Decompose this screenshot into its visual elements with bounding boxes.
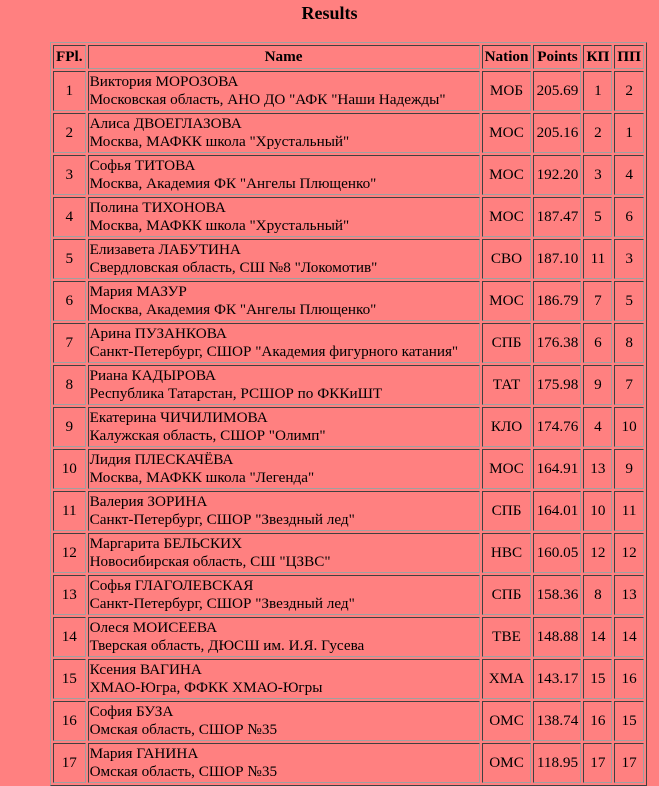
- skater-cell: [88, 365, 480, 405]
- pp-cell: 1: [614, 113, 644, 153]
- pp-cell: 14: [614, 617, 644, 657]
- table-row: [53, 575, 644, 615]
- skater-cell: [88, 659, 480, 699]
- skater-name: Лидия ПЛЕСКАЧЁВА: [89, 451, 234, 468]
- kp-cell: 1: [583, 71, 612, 111]
- kp-cell: 8: [583, 575, 612, 615]
- pp-cell: 8: [614, 323, 644, 363]
- nation-cell: СПБ: [482, 491, 532, 531]
- skater-name: Валерия ЗОРИНА: [89, 493, 208, 510]
- skater-name: Елизавета ЛАБУТИНА: [89, 241, 241, 258]
- skater-club: ХМАО-Югра, ФФКК ХМАО-Югры: [89, 679, 323, 696]
- nation-cell: МОС: [482, 197, 532, 237]
- skater-name: Софья ТИТОВА: [89, 157, 196, 174]
- skater-cell: [88, 155, 480, 195]
- pp-cell: 3: [614, 239, 644, 279]
- nation-cell: НВС: [482, 533, 532, 573]
- skater-cell: [88, 533, 480, 573]
- kp-cell: 10: [583, 491, 612, 531]
- table-row: [53, 323, 644, 363]
- kp-cell: 4: [583, 407, 612, 447]
- pp-cell: 16: [614, 659, 644, 699]
- skater-cell: [88, 575, 480, 615]
- skater-club: Новосибирская область, СШ "ЦЗВС": [89, 553, 331, 570]
- table-row: [53, 407, 644, 447]
- nation-cell: СВО: [482, 239, 532, 279]
- skater-cell: [88, 407, 480, 447]
- points-cell: 174.76: [533, 407, 581, 447]
- points-cell: 138.74: [533, 701, 581, 741]
- skater-cell: [88, 71, 480, 111]
- pp-cell: 11: [614, 491, 644, 531]
- skater-cell: [88, 743, 480, 783]
- skater-club: Московская область, АНО ДО "АФК "Наши Надежды": [89, 91, 446, 108]
- kp-cell: 2: [583, 113, 612, 153]
- skater-club: Омская область, СШОР №35: [89, 763, 278, 780]
- header-place: FPl.: [53, 45, 86, 69]
- skater-club: Москва, Академия ФК "Ангелы Плющенко": [89, 301, 377, 318]
- header-nation: Nation: [482, 45, 532, 69]
- skater-name: Маргарита БЕЛЬСКИХ: [89, 535, 243, 552]
- points-cell: 186.79: [533, 281, 581, 321]
- skater-cell: [88, 617, 480, 657]
- pp-cell: 10: [614, 407, 644, 447]
- pp-cell: 15: [614, 701, 644, 741]
- skater-name: Мария ГАНИНА: [89, 745, 199, 762]
- pp-cell: 2: [614, 71, 644, 111]
- kp-cell: 15: [583, 659, 612, 699]
- kp-cell: 9: [583, 365, 612, 405]
- skater-club: Москва, МАФКК школа "Легенда": [89, 469, 315, 486]
- skater-club: Москва, Академия ФК "Ангелы Плющенко": [89, 175, 377, 192]
- nation-cell: ОМС: [482, 701, 532, 741]
- kp-cell: 5: [583, 197, 612, 237]
- place-cell: 2: [53, 113, 86, 153]
- kp-cell: 16: [583, 701, 612, 741]
- header-name: Name: [88, 45, 480, 69]
- points-cell: 175.98: [533, 365, 581, 405]
- table-row: [53, 617, 644, 657]
- place-cell: 9: [53, 407, 86, 447]
- nation-cell: ТВЕ: [482, 617, 532, 657]
- place-cell: 3: [53, 155, 86, 195]
- table-row: [53, 155, 644, 195]
- skater-cell: [88, 701, 480, 741]
- points-cell: 158.36: [533, 575, 581, 615]
- skater-club: Москва, МАФКК школа "Хрустальный": [89, 133, 350, 150]
- table-row: [53, 701, 644, 741]
- skater-name: Ксения ВАГИНА: [89, 661, 202, 678]
- nation-cell: СПБ: [482, 575, 532, 615]
- header-kp: КП: [583, 45, 612, 69]
- place-cell: 12: [53, 533, 86, 573]
- kp-cell: 14: [583, 617, 612, 657]
- points-cell: 118.95: [533, 743, 581, 783]
- place-cell: 15: [53, 659, 86, 699]
- place-cell: 6: [53, 281, 86, 321]
- table-header-row: [53, 45, 644, 69]
- place-cell: 7: [53, 323, 86, 363]
- skater-name: Полина ТИХОНОВА: [89, 199, 226, 216]
- kp-cell: 6: [583, 323, 612, 363]
- skater-cell: [88, 491, 480, 531]
- kp-cell: 3: [583, 155, 612, 195]
- points-cell: 164.01: [533, 491, 581, 531]
- results-body: [53, 71, 644, 783]
- pp-cell: 5: [614, 281, 644, 321]
- table-row: [53, 449, 644, 489]
- header-points: Points: [533, 45, 581, 69]
- points-cell: 205.16: [533, 113, 581, 153]
- place-cell: 13: [53, 575, 86, 615]
- pp-cell: 6: [614, 197, 644, 237]
- nation-cell: МОС: [482, 281, 532, 321]
- skater-name: Мария МАЗУР: [89, 283, 187, 300]
- pp-cell: 4: [614, 155, 644, 195]
- nation-cell: МОБ: [482, 71, 532, 111]
- skater-club: Санкт-Петербург, СШОР "Звездный лед": [89, 595, 355, 612]
- skater-name: Алиса ДВОЕГЛАЗОВА: [89, 115, 242, 132]
- skater-club: Республика Татарстан, РСШОР по ФККиШТ: [89, 385, 383, 402]
- skater-name: Екатерина ЧИЧИЛИМОВА: [89, 409, 268, 426]
- points-cell: 160.05: [533, 533, 581, 573]
- skater-cell: [88, 239, 480, 279]
- skater-name: Риана КАДЫРОВА: [89, 367, 217, 384]
- place-cell: 8: [53, 365, 86, 405]
- table-row: [53, 239, 644, 279]
- place-cell: 14: [53, 617, 86, 657]
- skater-club: Москва, МАФКК школа "Хрустальный": [89, 217, 350, 234]
- pp-cell: 7: [614, 365, 644, 405]
- nation-cell: МОС: [482, 113, 532, 153]
- points-cell: 192.20: [533, 155, 581, 195]
- table-row: [53, 365, 644, 405]
- nation-cell: ТАТ: [482, 365, 532, 405]
- pp-cell: 12: [614, 533, 644, 573]
- skater-cell: [88, 323, 480, 363]
- points-cell: 205.69: [533, 71, 581, 111]
- table-row: [53, 197, 644, 237]
- points-cell: 187.10: [533, 239, 581, 279]
- results-table: [50, 42, 647, 786]
- skater-club: Санкт-Петербург, СШОР "Академия фигурного катания": [89, 343, 459, 360]
- skater-name: Олеся МОИСЕЕВА: [89, 619, 218, 636]
- skater-name: София БУЗА: [89, 703, 174, 720]
- skater-club: Свердловская область, СШ №8 "Локомотив": [89, 259, 378, 276]
- table-row: [53, 533, 644, 573]
- skater-cell: [88, 449, 480, 489]
- skater-name: Арина ПУЗАНКОВА: [89, 325, 227, 342]
- kp-cell: 13: [583, 449, 612, 489]
- kp-cell: 11: [583, 239, 612, 279]
- kp-cell: 7: [583, 281, 612, 321]
- table-row: [53, 113, 644, 153]
- skater-cell: [88, 113, 480, 153]
- skater-club: Тверская область, ДЮСШ им. И.Я. Гусева: [89, 637, 365, 654]
- nation-cell: МОС: [482, 155, 532, 195]
- table-row: [53, 659, 644, 699]
- table-row: [53, 71, 644, 111]
- skater-club: Калужская область, СШОР "Олимп": [89, 427, 326, 444]
- place-cell: 11: [53, 491, 86, 531]
- skater-name: Виктория МОРОЗОВА: [89, 73, 239, 90]
- place-cell: 1: [53, 71, 86, 111]
- place-cell: 17: [53, 743, 86, 783]
- nation-cell: ХМА: [482, 659, 532, 699]
- page-title: Results: [301, 3, 358, 23]
- points-cell: 143.17: [533, 659, 581, 699]
- skater-cell: [88, 281, 480, 321]
- table-row: [53, 743, 644, 783]
- table-row: [53, 491, 644, 531]
- skater-cell: [88, 197, 480, 237]
- skater-club: Санкт-Петербург, СШОР "Звездный лед": [89, 511, 355, 528]
- place-cell: 5: [53, 239, 86, 279]
- points-cell: 187.47: [533, 197, 581, 237]
- kp-cell: 17: [583, 743, 612, 783]
- nation-cell: КЛО: [482, 407, 532, 447]
- points-cell: 148.88: [533, 617, 581, 657]
- kp-cell: 12: [583, 533, 612, 573]
- place-cell: 16: [53, 701, 86, 741]
- pp-cell: 9: [614, 449, 644, 489]
- place-cell: 4: [53, 197, 86, 237]
- pp-cell: 13: [614, 575, 644, 615]
- place-cell: 10: [53, 449, 86, 489]
- pp-cell: 17: [614, 743, 644, 783]
- nation-cell: ОМС: [482, 743, 532, 783]
- points-cell: 176.38: [533, 323, 581, 363]
- points-cell: 164.91: [533, 449, 581, 489]
- skater-club: Омская область, СШОР №35: [89, 721, 278, 738]
- skater-name: Софья ГЛАГОЛЕВСКАЯ: [89, 577, 254, 594]
- header-pp: ПП: [614, 45, 644, 69]
- nation-cell: СПБ: [482, 323, 532, 363]
- table-row: [53, 281, 644, 321]
- nation-cell: МОС: [482, 449, 532, 489]
